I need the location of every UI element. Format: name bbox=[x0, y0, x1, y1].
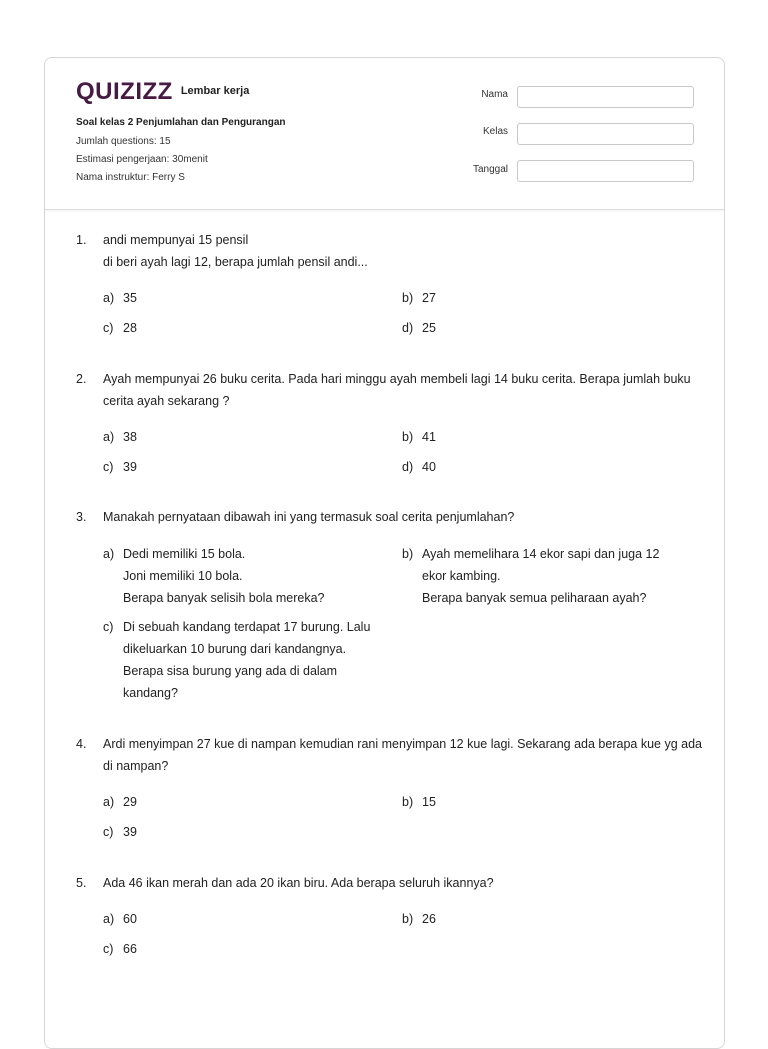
option-letter: a) bbox=[103, 430, 115, 444]
sheet-type: Lembar kerja bbox=[180, 85, 250, 97]
option-text: 40 bbox=[422, 460, 436, 474]
worksheet-header bbox=[45, 58, 724, 210]
question-text: Manakah pernyataan dibawah ini yang termasuk soal cerita penjumlahan? bbox=[103, 510, 515, 524]
question-2 bbox=[76, 368, 706, 412]
option-text: 38 bbox=[123, 430, 137, 444]
option-letter: b) bbox=[402, 430, 414, 444]
option-letter: c) bbox=[103, 620, 114, 634]
option-text: 25 bbox=[422, 321, 436, 335]
question-count: Jumlah questions: 15 bbox=[76, 136, 171, 147]
option-text: Ayah memelihara 14 ekor sapi dan juga 12 ekor kambing. Berapa banyak semua peliharaan ayah? bbox=[422, 547, 660, 605]
date-label: Tanggal bbox=[472, 164, 508, 175]
option-text: 39 bbox=[123, 825, 137, 839]
option-text: 66 bbox=[123, 942, 137, 956]
option-text: 29 bbox=[123, 795, 137, 809]
option-letter: d) bbox=[402, 460, 414, 474]
class-label: Kelas bbox=[482, 126, 508, 137]
question-text: Ayah mempunyai 26 buku cerita. Pada hari minggu ayah membeli lagi 14 buku cerita. Berapa jumlah buku cerita ayah sekarang ? bbox=[103, 372, 691, 408]
name-label: Nama bbox=[481, 89, 508, 100]
option-letter: a) bbox=[103, 912, 115, 926]
option-text: 27 bbox=[422, 291, 436, 305]
option-letter: c) bbox=[103, 460, 114, 474]
option-letter: c) bbox=[103, 942, 114, 956]
option-letter: b) bbox=[402, 912, 414, 926]
class-field[interactable] bbox=[517, 123, 694, 145]
quizizz-logo: QUIZIZZ bbox=[76, 78, 173, 105]
worksheet bbox=[44, 57, 725, 1049]
option-letter: a) bbox=[103, 547, 115, 561]
question-number: 4. bbox=[76, 737, 87, 751]
question-number: 1. bbox=[76, 233, 87, 247]
option-letter: b) bbox=[402, 547, 414, 561]
question-number: 3. bbox=[76, 510, 87, 524]
option-text: 28 bbox=[123, 321, 137, 335]
question-5 bbox=[76, 872, 706, 894]
option-text: 26 bbox=[422, 912, 436, 926]
option-letter: a) bbox=[103, 795, 115, 809]
option-text: 39 bbox=[123, 460, 137, 474]
question-1 bbox=[76, 229, 706, 273]
option-text: 60 bbox=[123, 912, 137, 926]
question-text: andi mempunyai 15 pensil di beri ayah lagi 12, berapa jumlah pensil andi... bbox=[103, 233, 368, 269]
duration: Estimasi pengerjaan: 30menit bbox=[76, 154, 208, 165]
option-letter: a) bbox=[103, 291, 115, 305]
option-text: Dedi memiliki 15 bola. Joni memiliki 10 bola. Berapa banyak selisih bola mereka? bbox=[123, 547, 325, 605]
brand bbox=[76, 78, 249, 106]
option-letter: c) bbox=[103, 825, 114, 839]
instructor: Nama instruktur: Ferry S bbox=[76, 172, 185, 183]
question-number: 2. bbox=[76, 372, 87, 386]
worksheet-title: Soal kelas 2 Penjumlahan dan Pengurangan bbox=[76, 117, 286, 128]
question-text: Ardi menyimpan 27 kue di nampan kemudian rani menyimpan 12 kue lagi. Sekarang ada berapa kue yg ada di nampan? bbox=[103, 737, 702, 773]
question-4 bbox=[76, 733, 706, 777]
date-field[interactable] bbox=[517, 160, 694, 182]
option-text: 35 bbox=[123, 291, 137, 305]
question-3 bbox=[76, 506, 706, 528]
question-number: 5. bbox=[76, 876, 87, 890]
name-field[interactable] bbox=[517, 86, 694, 108]
option-text: 41 bbox=[422, 430, 436, 444]
option-letter: b) bbox=[402, 795, 414, 809]
option-text: 15 bbox=[422, 795, 436, 809]
option-text: Di sebuah kandang terdapat 17 burung. Lalu dikeluarkan 10 burung dari kandangnya. Berapa sisa burung yang ada di dalam kandang? bbox=[123, 620, 371, 700]
option-letter: b) bbox=[402, 291, 414, 305]
option-letter: c) bbox=[103, 321, 114, 335]
question-text: Ada 46 ikan merah dan ada 20 ikan biru. Ada berapa seluruh ikannya? bbox=[103, 876, 494, 890]
option-letter: d) bbox=[402, 321, 414, 335]
